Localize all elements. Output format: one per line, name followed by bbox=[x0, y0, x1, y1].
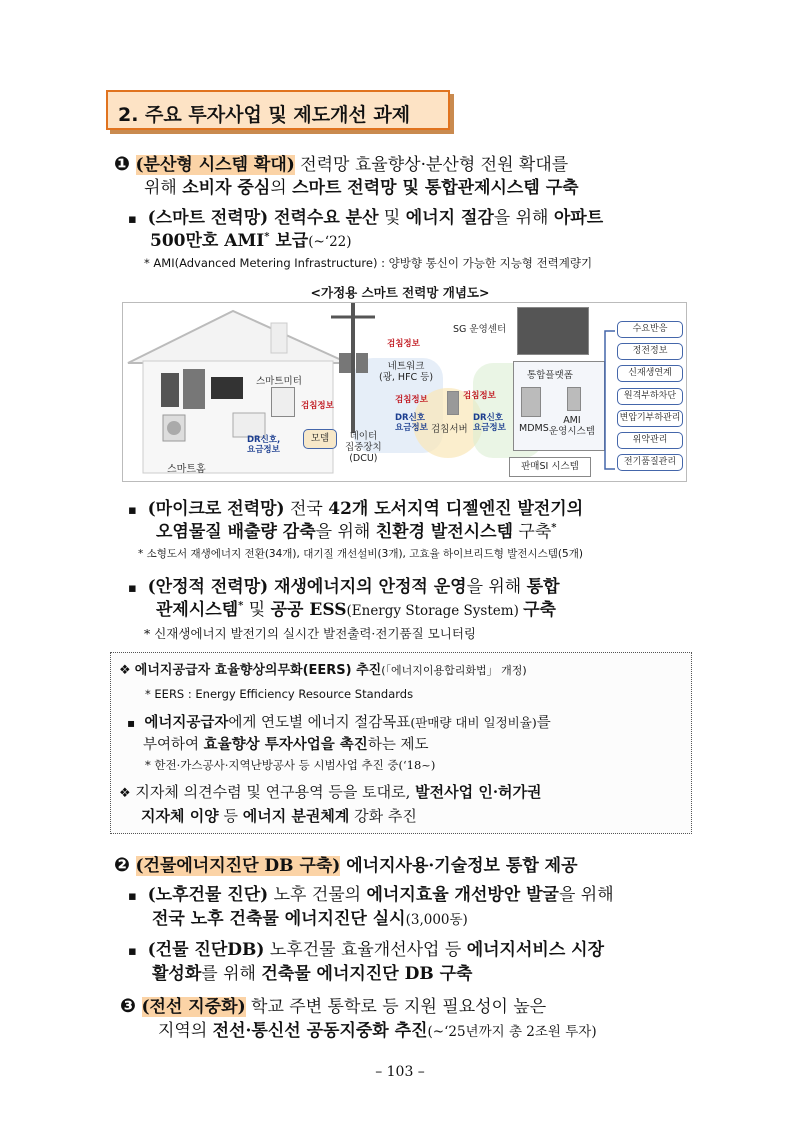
sg-center-image bbox=[517, 307, 589, 355]
notice-line6 bbox=[119, 781, 542, 802]
text-fragment: (안정적 전력망) 재생에너지의 안정적 운영 bbox=[147, 577, 467, 597]
house-icon bbox=[123, 303, 353, 482]
text-fragment: 공공 ESS bbox=[270, 600, 347, 620]
bullet-smart-line2 bbox=[150, 226, 352, 251]
label-sales-si: 판매SI 시스템 bbox=[509, 457, 591, 477]
text-fragment: 을 위해 bbox=[558, 885, 614, 905]
label-modem: 모뎀 bbox=[303, 429, 337, 449]
service-item: 수요반응 bbox=[617, 321, 683, 338]
bullet-db-line1 bbox=[128, 935, 604, 960]
notice-box bbox=[110, 652, 692, 834]
text-fragment: 를 위해 bbox=[201, 964, 262, 984]
text-fragment: 전국 bbox=[284, 499, 329, 519]
bullet-marker: ▪ bbox=[127, 716, 136, 730]
text-fragment: 부여하여 bbox=[143, 737, 204, 753]
label-smart-home: 스마트홈 bbox=[167, 464, 206, 475]
item3-text: 학교 주변 통학로 등 지원 필요성이 높은 bbox=[245, 997, 547, 1017]
text-fragment: 의 bbox=[270, 178, 293, 198]
text-fragment: 강화 추진 bbox=[349, 807, 417, 825]
text-fragment: (건물 진단DB) bbox=[147, 940, 265, 960]
label-sg-center: SG 운영센터 bbox=[453, 324, 507, 335]
text-fragment: 위해 bbox=[144, 178, 183, 198]
item2-text: 에너지사용·기술정보 통합 제공 bbox=[340, 856, 578, 876]
item3-heading: (전선 지중화) bbox=[141, 997, 246, 1017]
item1-marker: ❶ bbox=[114, 153, 131, 175]
bullet-marker: ▪ bbox=[128, 581, 137, 596]
text-fragment: 에너지공급자 효율향상의무화(EERS) 추진 bbox=[134, 663, 382, 678]
bullet-old-line2 bbox=[152, 904, 468, 929]
smart-meter-icon bbox=[271, 387, 295, 417]
text-fragment: (~‘25년까지 총 2조원 투자) bbox=[427, 1024, 597, 1040]
notice-line7 bbox=[141, 805, 417, 826]
text-fragment: 소비자 중심 bbox=[182, 178, 271, 198]
service-item: 정전정보 bbox=[617, 343, 683, 360]
label-meter-info-4: 검침정보 bbox=[395, 395, 428, 405]
bullet-db-line2 bbox=[152, 959, 472, 984]
notice-footnote-eers: * EERS : Energy Efficiency Resource Standards bbox=[145, 687, 414, 701]
text-fragment: 지자체 의견수렴 및 연구용역 등을 토대로, bbox=[130, 783, 416, 801]
label-mdms: MDMS bbox=[519, 423, 549, 434]
bullet-old-line1 bbox=[128, 880, 614, 905]
text-fragment: 에너지효율 개선방안 발굴 bbox=[366, 885, 559, 905]
page-number: – 103 – bbox=[375, 1064, 425, 1080]
bullet-marker: ▪ bbox=[128, 503, 137, 518]
notice-line4 bbox=[143, 733, 428, 754]
text-fragment: 관제시스템 bbox=[156, 600, 239, 620]
text-fragment: 에너지 절감 bbox=[405, 208, 494, 228]
text-fragment: 및 bbox=[243, 600, 271, 620]
text-fragment: 등 bbox=[218, 807, 243, 825]
notice-line3 bbox=[127, 711, 551, 732]
service-item: 원격부하차단 bbox=[617, 388, 683, 405]
item1-line1 bbox=[114, 150, 568, 175]
footnote-mark: * bbox=[551, 522, 557, 534]
footnote-stable: * 신재생에너지 발전기의 실시간 발전출력·전기품질 모니터링 bbox=[144, 626, 476, 641]
text-fragment: 노후건물 효율개선사업 등 bbox=[264, 940, 467, 960]
text-fragment: 스마트 전력망 및 통합관제시스템 구축 bbox=[292, 178, 579, 198]
item3-line1 bbox=[120, 992, 546, 1017]
text-fragment: (스마트 전력망) 전력수요 분산 bbox=[147, 208, 379, 228]
footnote-ami: * AMI(Advanced Metering Infrastructure) : 양방향 통신이 가능한 지능형 전력계량기 bbox=[144, 256, 593, 270]
bullet-micro-line2 bbox=[156, 517, 557, 542]
text-fragment: 에게 연도별 에너지 절감목표 bbox=[228, 715, 411, 731]
label-dr-3: DR신호 요금정보 bbox=[473, 413, 506, 433]
text-fragment: 을 위해 bbox=[315, 522, 376, 542]
text-fragment: 전선·통신선 공동지중화 추진 bbox=[212, 1021, 428, 1041]
text-fragment: (판매량 대비 일정비율) bbox=[410, 715, 537, 730]
diamond-icon: ❖ bbox=[119, 663, 131, 678]
notice-line1 bbox=[119, 659, 527, 678]
bullet-stable-line1 bbox=[128, 572, 560, 597]
text-fragment: 통합 bbox=[526, 577, 560, 597]
text-fragment: (「에너지이용합리화법」 개정) bbox=[381, 664, 527, 677]
footnote-mark: * bbox=[264, 231, 270, 243]
service-item: 위약관리 bbox=[617, 432, 683, 449]
server-icon bbox=[447, 391, 459, 415]
bullet-smart-line1 bbox=[128, 203, 603, 228]
item1-heading: (분산형 시스템 확대) bbox=[135, 155, 295, 175]
text-fragment: (마이크로 전력망) bbox=[147, 499, 285, 519]
label-meter-server: 검침서버 bbox=[431, 424, 468, 435]
label-dcu: 데이터 집중장치 (DCU) bbox=[345, 431, 382, 464]
text-fragment: (3,000동) bbox=[405, 912, 468, 928]
text-fragment: 에너지서비스 시장 bbox=[466, 940, 604, 960]
footnote-micro: * 소형도서 재생에너지 전환(34개), 대기질 개선설비(3개), 고효율 하이브리드형 발전시스템(5개) bbox=[138, 548, 583, 560]
text-fragment: 구축 bbox=[513, 522, 552, 542]
text-fragment: 효율향상 투자사업을 촉진 bbox=[203, 736, 368, 753]
text-fragment: 및 bbox=[378, 208, 406, 228]
text-fragment: (노후건물 진단) bbox=[147, 885, 269, 905]
bullet-marker: ▪ bbox=[128, 889, 137, 904]
mdms-server-icon bbox=[521, 387, 541, 417]
item1-line1-text: 전력망 효율향상·분산형 전원 확대를 bbox=[294, 155, 569, 175]
text-fragment: 친환경 발전시스템 bbox=[375, 522, 514, 542]
label-ami-ops: AMI 운영시스템 bbox=[549, 415, 595, 437]
diagram-caption: <가정용 스마트 전력망 개념도> bbox=[310, 285, 490, 300]
label-platform: 통합플랫폼 bbox=[527, 370, 573, 381]
text-fragment: 노후 건물의 bbox=[268, 885, 367, 905]
text-fragment: 지역의 bbox=[158, 1021, 213, 1041]
text-fragment: (~‘22) bbox=[308, 234, 352, 250]
text-fragment: 42개 도서지역 디젤엔진 발전기의 bbox=[328, 499, 584, 519]
label-smart-meter: 스마트미터 bbox=[256, 376, 302, 387]
utility-pole-icon bbox=[323, 303, 383, 433]
text-fragment: 전국 노후 건축물 에너지진단 실시 bbox=[152, 909, 406, 929]
text-fragment: 에너지 분권체계 bbox=[242, 807, 350, 825]
notice-footnote-pilot: * 한전·가스공사·지역난방공사 등 시범사업 추진 중(‘18~) bbox=[145, 758, 436, 772]
text-fragment: (Energy Storage System) bbox=[346, 603, 524, 619]
text-fragment: 를 bbox=[536, 715, 551, 731]
bullet-marker: ▪ bbox=[128, 944, 137, 959]
text-fragment: 건축물 에너지진단 DB 구축 bbox=[261, 964, 473, 984]
text-fragment: 활성화 bbox=[152, 964, 202, 984]
item1-line2 bbox=[144, 173, 579, 198]
item2-marker: ❷ bbox=[114, 854, 131, 876]
text-fragment: 구축 bbox=[523, 600, 556, 620]
text-fragment: 발전사업 인·허가권 bbox=[415, 783, 542, 801]
label-meter-info-1: 검침정보 bbox=[301, 401, 334, 411]
label-meter-info-3: 검침정보 bbox=[463, 391, 496, 401]
label-network: 네트워크 (광, HFC 등) bbox=[379, 361, 434, 383]
service-item: 변압기부하관리 bbox=[617, 410, 683, 427]
text-fragment: 에너지공급자 bbox=[144, 714, 229, 731]
bullet-marker: ▪ bbox=[128, 212, 137, 227]
bullet-micro-line1 bbox=[128, 494, 583, 519]
label-meter-info-2: 검침정보 bbox=[387, 339, 420, 349]
section-title: 2. 주요 투자사업 및 제도개선 과제 bbox=[106, 90, 450, 130]
text-fragment: 아파트 bbox=[553, 208, 604, 228]
smart-grid-diagram bbox=[122, 302, 687, 482]
item2-heading: (건물에너지진단 DB 구축) bbox=[135, 856, 341, 876]
bullet-stable-line2 bbox=[156, 595, 556, 620]
text-fragment: 보급 bbox=[269, 231, 309, 251]
item3-line2 bbox=[158, 1016, 597, 1041]
ami-server-icon bbox=[567, 387, 581, 411]
label-dr-2: DR신호 요금정보 bbox=[395, 413, 428, 433]
text-fragment: 을 위해 bbox=[466, 577, 527, 597]
label-dr-1: DR신호, 요금정보 bbox=[247, 435, 281, 455]
service-item: 전기품질관리 bbox=[617, 454, 683, 471]
footnote-mark: * bbox=[238, 600, 244, 612]
item2-line bbox=[114, 851, 578, 876]
text-fragment: 을 위해 bbox=[493, 208, 554, 228]
text-fragment: 지자체 이양 bbox=[141, 807, 219, 825]
item3-marker: ❸ bbox=[120, 995, 137, 1017]
diamond-icon: ❖ bbox=[119, 786, 131, 801]
text-fragment: 하는 제도 bbox=[367, 737, 429, 753]
text-fragment: 오염물질 배출량 감축 bbox=[156, 522, 316, 542]
bracket-connector bbox=[599, 325, 617, 475]
service-item: 신재생연계 bbox=[617, 365, 683, 382]
text-fragment: 500만호 AMI bbox=[150, 231, 265, 251]
